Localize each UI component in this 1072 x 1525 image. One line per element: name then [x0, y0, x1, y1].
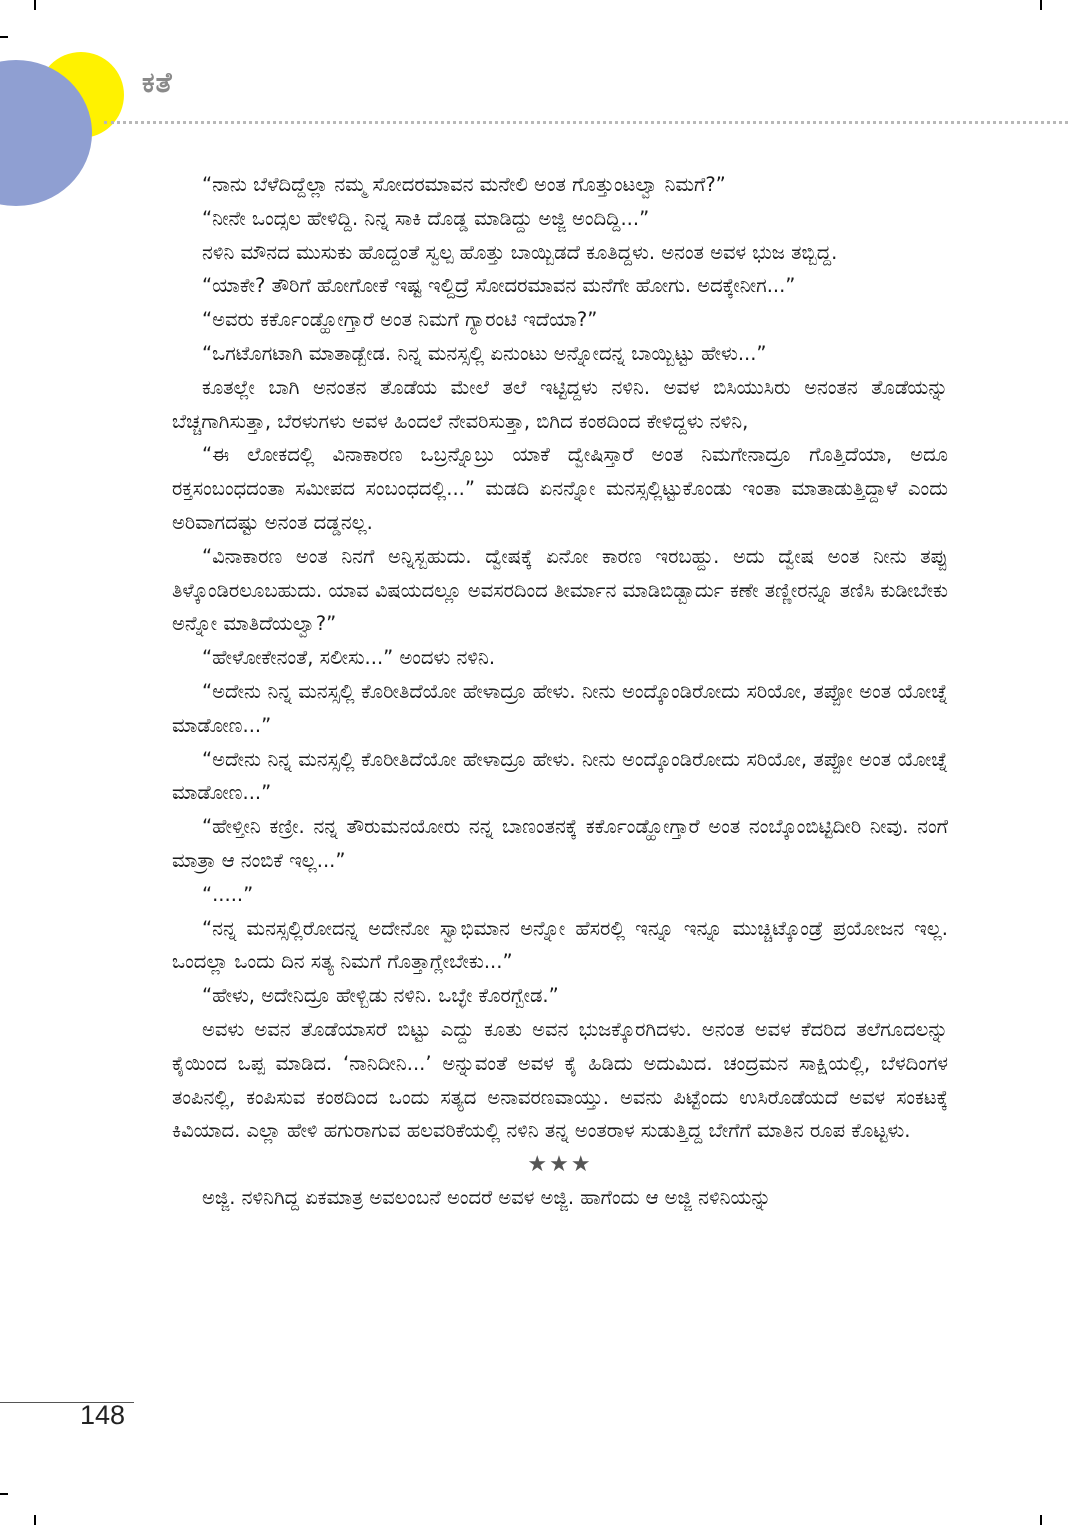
paragraph: “.....” [202, 882, 254, 906]
paragraph: “ಹೇಳೋಕೇನಂತೆ, ಸಲೀಸು...” ಅಂದಳು ನಳಿನಿ. [202, 646, 496, 670]
story-body [172, 168, 948, 1215]
crop-mark [34, 1515, 36, 1525]
paragraph: “ನಾನು ಬೆಳೆದಿದ್ದೆಲ್ಲಾ ನಮ್ಮ ಸೋದರಮಾವನ ಮನೇಲಿ ಅಂತ ಗೊತ್ತುಂಟಲ್ವಾ ನಿಮಗೆ?” [202, 173, 726, 196]
paragraph: “ಒಗಟೊಗಟಾಗಿ ಮಾತಾಡ್ಬೇಡ. ನಿನ್ನ ಮನಸ್ಸಲ್ಲಿ ಏನುಂಟು ಅನ್ನೋದನ್ನ ಬಾಯ್ಬಿಟ್ಟು ಹೇಳು...” [202, 341, 767, 365]
paragraph: “ಹೇಳ್ತೀನಿ ಕಣ್ರೀ. ನನ್ನ ತೌರುಮನಯೋರು ನನ್ನ ಬಾಣಂತನಕ್ಕೆ ಕರ್ಕೊಂಡ್ಹೋಗ್ತಾರೆ ಅಂತ ನಂಬ್ಕೊಂಬಿಟ್ಟಿದೀರಿ ನೀವು. ನಂಗೆ ಮಾತ್ರಾ ಆ ನಂಬಿಕೆ ಇಲ್ಲ...” [172, 815, 948, 872]
paragraph: “ಈ ಲೋಕದಲ್ಲಿ ವಿನಾಕಾರಣ ಒಬ್ರನ್ನೊಬ್ರು ಯಾಕೆ ದ್ವೇಷಿಸ್ತಾರೆ ಅಂತ ನಿಮಗೇನಾದ್ರೂ ಗೊತ್ತಿದೆಯಾ, ಅದೂ ರಕ್ತಸಂಬಂಧದಂತಾ ಸಮೀಪದ ಸಂಬಂಧದಲ್ಲಿ...” ಮಡದಿ ಏನನ್ನೋ ಮನಸ್ಸಲ್ಲಿಟ್ಟುಕೊಂಡು ಇಂತಾ ಮಾತಾಡುತ್ತಿದ್ದಾಳೆ ಎಂದು ಅರಿವಾಗದಷ್ಟು ಅನಂತ ದಡ್ಡನಲ್ಲ. [172, 443, 948, 534]
paragraph: ಅಜ್ಜಿ. ನಳಿನಿಗಿದ್ದ ಏಕಮಾತ್ರ ಅವಲಂಬನೆ ಅಂದರೆ ಅವಳ ಅಜ್ಜಿ. ಹಾಗೆಂದು ಆ ಅಜ್ಜಿ ನಳಿನಿಯನ್ನು [202, 1186, 772, 1210]
crop-mark [34, 0, 36, 10]
paragraph: ಕೂತಲ್ಲೇ ಬಾಗಿ ಅನಂತನ ತೊಡೆಯ ಮೇಲೆ ತಲೆ ಇಟ್ಟಿದ್ದಳು ನಳಿನಿ. ಅವಳ ಬಿಸಿಯುಸಿರು ಅನಂತನ ತೊಡೆಯನ್ನು ಬೆಚ್ಚಗಾಗಿಸುತ್ತಾ, ಬೆರಳುಗಳು ಅವಳ ಹಿಂದಲೆ ನೇವರಿಸುತ್ತಾ, ಬಿಗಿದ ಕಂಠದಿಂದ ಕೇಳಿದ್ದಳು ನಳಿನಿ, [172, 375, 948, 433]
header-dotted-rule [104, 121, 1068, 124]
paragraph: “ಹೇಳು, ಅದೇನಿದ್ರೂ ಹೇಳ್ಬಿಡು ನಳಿನಿ. ಒಬ್ಳೇ ಕೊರಗ್ಬೇಡ.” [202, 984, 559, 1008]
paragraph: “ಅದೇನು ನಿನ್ನ ಮನಸ್ಸಲ್ಲಿ ಕೊರೀತಿದೆಯೋ ಹೇಳಾದ್ರೂ ಹೇಳು. ನೀನು ಅಂದ್ಕೊಂಡಿರೋದು ಸರಿಯೋ, ತಪ್ಪೋ ಅಂತ ಯೋಚ್ನೆ ಮಾಡೋಣ...” [172, 747, 948, 805]
section-title: ಕತೆ [142, 66, 173, 99]
paragraph: “ನನ್ನ ಮನಸ್ಸಲ್ಲಿರೋದನ್ನ ಅದೇನೋ ಸ್ವಾಭಿಮಾನ ಅನ್ನೋ ಹೆಸರಲ್ಲಿ ಇನ್ನೂ ಇನ್ನೂ ಮುಚ್ಚಿಟ್ಕೊಂಡ್ರೆ ಪ್ರಯೋಜನ ಇಲ್ಲ. ಒಂದಲ್ಲಾ ಒಂದು ದಿನ ಸತ್ಯ ನಿಮಗೆ ಗೊತ್ತಾಗ್ಲೇಬೇಕು...” [172, 916, 948, 974]
paragraph: “ಅದೇನು ನಿನ್ನ ಮನಸ್ಸಲ್ಲಿ ಕೊರೀತಿದೆಯೋ ಹೇಳಾದ್ರೂ ಹೇಳು. ನೀನು ಅಂದ್ಕೊಂಡಿರೋದು ಸರಿಯೋ, ತಪ್ಪೋ ಅಂತ ಯೋಚ್ನೆ ಮಾಡೋಣ...” [172, 679, 948, 737]
crop-mark [0, 1493, 8, 1495]
paragraph: “ಅವರು ಕರ್ಕೊಂಡ್ಹೋಗ್ತಾರೆ ಅಂತ ನಿಮಗೆ ಗ್ಯಾರಂಟಿ ಇದೆಯಾ?” [202, 308, 598, 332]
crop-mark [1040, 1515, 1042, 1525]
crop-mark [1040, 0, 1042, 10]
crop-mark [0, 36, 8, 38]
paragraph: ಅವಳು ಅವನ ತೊಡೆಯಾಸರೆ ಬಿಟ್ಟು ಎದ್ದು ಕೂತು ಅವನ ಭುಜಕ್ಕೊರಗಿದಳು. ಅನಂತ ಅವಳ ಕೆದರಿದ ತಲೆಗೂದಲನ್ನು ಕೈಯಿಂದ ಒಪ್ಪ ಮಾಡಿದ. ‘ನಾನಿದೀನಿ...’ ಅನ್ನುವಂತೆ ಅವಳ ಕೈ ಹಿಡಿದು ಅದುಮಿದ. ಚಂದ್ರಮನ ಸಾಕ್ಷಿಯಲ್ಲಿ, ಬೆಳದಿಂಗಳ ತಂಪಿನಲ್ಲಿ, ಕಂಪಿಸುವ ಕಂಠದಿಂದ ಒಂದು ಸತ್ಯದ ಅನಾವರಣವಾಯ್ತು. ಅವನು ಪಿಟ್ಟೆಂದು ಉಸಿರೊಡೆಯದೆ ಅವಳ ಸಂಕಟಕ್ಕೆ ಕಿವಿಯಾದ. ಎಲ್ಲಾ ಹೇಳಿ ಹಗುರಾಗುವ ಹಲವರಿಕೆಯಲ್ಲಿ ನಳಿನಿ ತನ್ನ ಅಂತರಾಳ ಸುಡುತ್ತಿದ್ದ ಬೇಗೆಗೆ ಮಾತಿನ ರೂಪ ಕೊಟ್ಟಳು. [172, 1017, 948, 1143]
page-number: 148 [80, 1400, 126, 1430]
paragraph: “ವಿನಾಕಾರಣ ಅಂತ ನಿನಗೆ ಅನ್ನಿಸ್ಬಹುದು. ದ್ವೇಷಕ್ಕೆ ಏನೋ ಕಾರಣ ಇರಬಹ್ದು. ಅದು ದ್ವೇಷ ಅಂತ ನೀನು ತಪ್ಪು ತಿಳ್ಕೊಂಡಿರಲೂಬಹುದು. ಯಾವ ವಿಷಯದಲ್ಲೂ ಅವಸರದಿಂದ ತೀರ್ಮಾನ ಮಾಡಿಬಿಡ್ಬಾರ್ದು ಕಣೇ ತಣ್ಣೀರನ್ನೂ ತಣಿಸಿ ಕುಡೀಬೇಕು ಅನ್ನೋ ಮಾತಿದೆಯಲ್ವಾ?” [172, 544, 948, 636]
paragraph: “ಯಾಕೇ? ತೌರಿಗೆ ಹೋಗೋಕೆ ಇಷ್ಟ ಇಲ್ದಿದ್ರೆ ಸೋದರಮಾವನ ಮನೆಗೇ ಹೋಗು. ಅದಕ್ಕೇನೀಗ...” [202, 274, 796, 298]
paragraph: “ನೀನೇ ಒಂದ್ಸಲ ಹೇಳಿದ್ದಿ. ನಿನ್ನ ಸಾಕಿ ದೊಡ್ಡ ಮಾಡಿದ್ದು ಅಜ್ಜಿ ಅಂದಿದ್ದಿ...” [202, 206, 650, 230]
paragraph: ನಳಿನಿ ಮೌನದ ಮುಸುಕು ಹೊದ್ದಂತೆ ಸ್ವಲ್ಪ ಹೊತ್ತು ಬಾಯ್ಬಿಡದೆ ಕೂತಿದ್ದಳು. ಅನಂತ ಅವಳ ಭುಜ ತಬ್ಬಿದ್ದ. [202, 240, 838, 264]
section-separator-stars: ★★★ [527, 1152, 593, 1178]
